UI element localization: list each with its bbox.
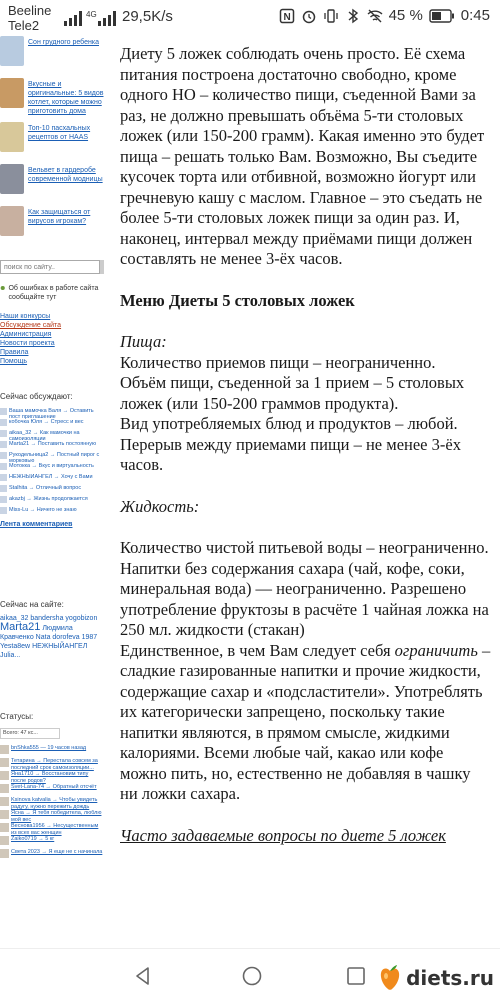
liquid-rule-drinks: Напитки без содержания сахара (чай, кофе, соки, минеральная вода) — неограниченно. Разрешено употребление фруктозы в расчёте 1 чайная ложка на 250 мл. жидкости (стакан) [120, 558, 489, 639]
statuses-count: Всего: 47 кс... [0, 728, 60, 739]
news-item[interactable] [0, 36, 104, 76]
comment-item[interactable]: Мотокка → Вкус и виртуальность [0, 463, 104, 474]
news-link[interactable]: Сон грудного ребенка [28, 39, 99, 46]
svg-text:4G: 4G [86, 10, 97, 19]
avatar [0, 758, 9, 767]
home-icon[interactable] [241, 965, 263, 987]
status-item[interactable]: bnShka555 — 19 часов назад [0, 745, 104, 758]
online-user[interactable]: Nata dorofeva 1987 [35, 634, 98, 641]
avatar [0, 474, 7, 481]
news-link[interactable]: Как защищаться от вирусов игрокам? [28, 209, 91, 225]
news-link[interactable]: Топ-10 пасхальных рецептов от HAAS [28, 125, 91, 141]
food-rule-volume: Объём пищи, съеденной за 1 прием – 5 столовых ложек (или 150-200 граммов продукта). [120, 373, 465, 413]
emphasis-limit: ограничить [394, 640, 478, 660]
avatar [0, 441, 7, 448]
online-user[interactable]: yogobizon [65, 615, 98, 622]
menu-link-rules[interactable]: Правила [0, 349, 29, 356]
navigation-bar [0, 948, 500, 1000]
avatar [0, 771, 9, 780]
article-body [120, 44, 492, 846]
comment-item[interactable]: akazbj → Жизнь продолжается [0, 496, 104, 507]
online-users [0, 614, 104, 660]
avatar [0, 797, 9, 806]
online-user[interactable]: Marta21 [0, 621, 41, 633]
online-heading: Сейчас на сайте: [0, 600, 64, 609]
online-user[interactable]: Yesta8ew [0, 643, 31, 650]
menu-link-help[interactable]: Помощь [0, 358, 28, 365]
recents-icon[interactable] [345, 965, 367, 987]
food-heading: Пища: [120, 332, 167, 351]
site-watermark [377, 963, 494, 993]
online-user[interactable]: Людмила Кравченко [0, 625, 73, 641]
svg-text:N: N [283, 11, 291, 23]
online-block [0, 600, 104, 660]
avatar [0, 485, 7, 492]
status-item[interactable]: Zaiko0719 → 5 кг [0, 836, 104, 849]
all-comments-link[interactable]: Лента комментариев [0, 521, 73, 528]
food-rule-type: Вид употребляемых блюд и продуктов – любой. [120, 414, 458, 433]
sidebar-menu [0, 312, 104, 366]
status-item[interactable]: Света 2023 → Я еще не с начинала [0, 849, 104, 862]
menu-link-news[interactable]: Новости проекта [0, 340, 55, 347]
alarm-icon [301, 8, 317, 24]
avatar [0, 452, 7, 459]
battery-percent: 45 % [388, 7, 423, 24]
liquid-rule-water: Количество чистой питьевой воды – неограниченно. [120, 538, 489, 557]
nfc-icon [279, 8, 295, 24]
food-rule-interval: Перерыв между приемами пищи – не менее 3-ёх часов. [120, 434, 461, 474]
comment-item[interactable]: Ваша мамочка Валя → Оставить пост приглашение [0, 408, 104, 419]
news-item[interactable] [0, 164, 104, 204]
avatar [0, 419, 7, 426]
comment-item[interactable]: Marta21 → Поставить постоянную [0, 441, 104, 452]
news-thumbnail[interactable] [0, 164, 24, 194]
discussing-heading: Сейчас обсуждают: [0, 392, 73, 401]
menu-heading: Меню Диеты 5 столовых ложек [120, 290, 355, 310]
diets-logo-icon [377, 963, 403, 993]
bug-icon [0, 284, 5, 292]
news-thumbnail[interactable] [0, 78, 24, 108]
news-item[interactable] [0, 206, 104, 246]
avatar [0, 745, 9, 754]
comment-item[interactable]: aikaa_32 → Как мамочки на самоизоляции [0, 430, 104, 441]
news-item[interactable] [0, 122, 104, 162]
sidebar-search-button[interactable] [100, 260, 104, 274]
bluetooth-icon [345, 8, 361, 24]
news-link[interactable]: Вельвет в гардеробе современной модницы [28, 167, 103, 183]
status-item[interactable]: Ясна → Я тебя победитела, люблю мой вес [0, 810, 104, 823]
discussing-block [0, 392, 104, 529]
intro-paragraph: Диету 5 ложек соблюдать очень просто. Её схема питания построена достаточно свободно, кроме одного НО – количество пищи, съеденной Вами за раз, не должно превышать объёма 5-ти столовых ложек (или 150-200 грамм). Какая именно это будет пища – решать только Вам. Возможно, Вы съедите кусочек торта или отбивной, возможно йогурт или гречневую кашу с маслом. Главное – это съедать не более 5-ти столовых ложек пищи за один раз. И, наконец, интервал между приёмами пищи должен составлять не менее 3-ёх часов. [120, 44, 485, 268]
network-speed: 29,5K/s [122, 8, 173, 25]
carrier-info [8, 3, 51, 33]
status-icons [279, 7, 490, 24]
status-item[interactable]: Тетарина → Перестала совсем за последний срок самоизоляции... [0, 758, 104, 771]
avatar [0, 823, 9, 832]
comment-item[interactable]: Stalhita → Отличный вопрос [0, 485, 104, 496]
comment-item[interactable]: НЕЖНЫЙАНГЕЛ → Хочу с Вами [0, 474, 104, 485]
status-item[interactable]: Svet-Lana-74 → Обратный отсчёт [0, 784, 104, 797]
menu-link-contests[interactable]: Наши конкурсы [0, 313, 51, 320]
avatar [0, 849, 9, 858]
statuses-heading: Статусы: [0, 712, 34, 721]
signal-icon [64, 9, 118, 27]
online-user[interactable]: Julia... [0, 652, 21, 659]
carrier-2: Tele2 [8, 18, 40, 33]
clock: 0:45 [460, 7, 490, 24]
online-user[interactable]: aikaa_32 [0, 615, 29, 622]
comment-item[interactable]: Рукодельница2 → Постный пирог с морковью [0, 452, 104, 463]
statuses-block [0, 712, 104, 862]
avatar [0, 430, 7, 437]
left-sidebar [0, 36, 104, 948]
avatar [0, 810, 9, 819]
news-thumbnail[interactable] [0, 36, 24, 66]
comment-item[interactable]: Miss-Lu → Ничего не знаю [0, 507, 104, 518]
liquid-rule-limit: Единственное, в чем Вам следует себя ограничить – сладкие газированные напитки и прочие жидкости, содержащие сахар и «подсластители». Употреблять их категорически запрещено, поскольку такие напитки являются, в прямом смысле, жидкими калориями. Всеми любые чай, какао или кофе можно пить, но, естественно не добавляя в чашку ни ложки сахара. [120, 640, 491, 803]
avatar [0, 784, 9, 793]
status-item[interactable]: Яна1710 → Восстановим типу после родов? [0, 771, 104, 784]
avatar [0, 496, 7, 503]
watermark-text: diets.ru [406, 966, 494, 990]
avatar [0, 463, 7, 470]
comment-item[interactable]: кобочка Юля → Стресс и вес [0, 419, 104, 430]
status-bar [0, 0, 500, 36]
vibrate-icon [323, 8, 339, 24]
faq-link[interactable]: Часто задаваемые вопросы по диете 5 ложек [120, 825, 446, 845]
online-user[interactable]: НЕЖНЫЙАНГЕЛ [32, 643, 88, 650]
error-report-text: Об ошибках в работе сайта сообщайте тут [8, 285, 99, 301]
menu-link-discussion[interactable]: Обсуждение сайта [0, 322, 62, 329]
wifi-off-icon [367, 8, 383, 24]
news-link[interactable]: Вкусные и оригинальные: 5 видов котлет, которые можно приготовить дома [28, 81, 104, 115]
avatar [0, 836, 9, 845]
news-thumbnail[interactable] [0, 206, 24, 236]
back-icon[interactable] [132, 965, 154, 987]
news-thumbnail[interactable] [0, 122, 24, 152]
error-report[interactable] [0, 284, 104, 302]
status-item[interactable]: Ksinova katvalia → Чтобы увидеть радугу, нужно пережить дождь [0, 797, 104, 810]
avatar [0, 507, 7, 514]
status-item[interactable]: Веснова1956 → Несущественным из всех вас женщин [0, 823, 104, 836]
avatar [0, 408, 7, 415]
food-rule-count: Количество приемов пищи – неограниченно. [120, 352, 436, 372]
menu-link-admin[interactable]: Администрация [0, 331, 52, 338]
battery-icon [429, 9, 455, 23]
sidebar-search-input[interactable] [0, 260, 100, 274]
liquid-heading: Жидкость: [120, 496, 200, 516]
online-user[interactable]: bandersha [30, 615, 64, 622]
carrier-1: Beeline [8, 3, 52, 18]
news-item[interactable] [0, 78, 104, 118]
